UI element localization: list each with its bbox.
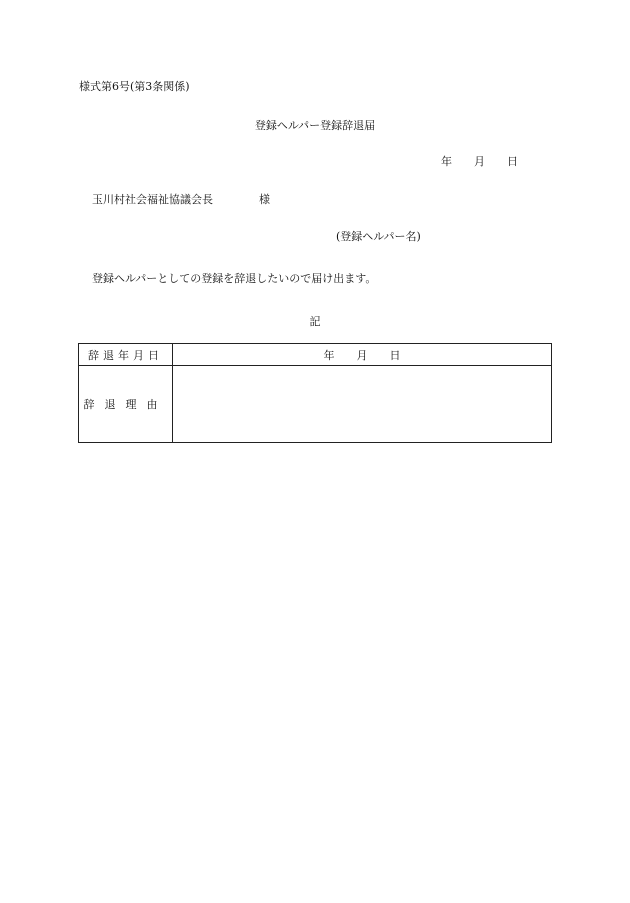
withdrawal-reason-field[interactable] <box>173 366 552 443</box>
table-row <box>79 344 552 366</box>
applicant-name-label: (登録ヘルパー名) <box>336 230 421 243</box>
addressee-honorific: 様 <box>259 193 270 206</box>
withdrawal-month-label: 月 <box>356 348 368 362</box>
withdrawal-day-label: 日 <box>389 348 401 362</box>
addressee <box>92 193 270 207</box>
withdrawal-date-label: 辞退年月日 <box>79 344 173 366</box>
withdrawal-year-label: 年 <box>323 348 335 362</box>
withdrawal-table <box>78 343 552 443</box>
withdrawal-date-field[interactable] <box>173 344 552 366</box>
table-row <box>79 366 552 443</box>
date-year-label: 年 <box>441 155 452 168</box>
body-text: 登録ヘルパーとしての登録を辞退したいので届け出ます。 <box>92 272 377 285</box>
date-month-label: 月 <box>474 155 485 168</box>
withdrawal-reason-label: 辞退理由 <box>79 366 173 443</box>
date-day-label: 日 <box>507 155 518 168</box>
form-number: 様式第6号(第3条関係) <box>79 80 190 93</box>
document-title: 登録ヘルパー登録辞退届 <box>254 119 376 132</box>
submission-date-line <box>441 155 518 169</box>
addressee-name: 玉川村社会福祉協議会長 <box>92 193 213 206</box>
record-mark: 記 <box>309 315 321 328</box>
